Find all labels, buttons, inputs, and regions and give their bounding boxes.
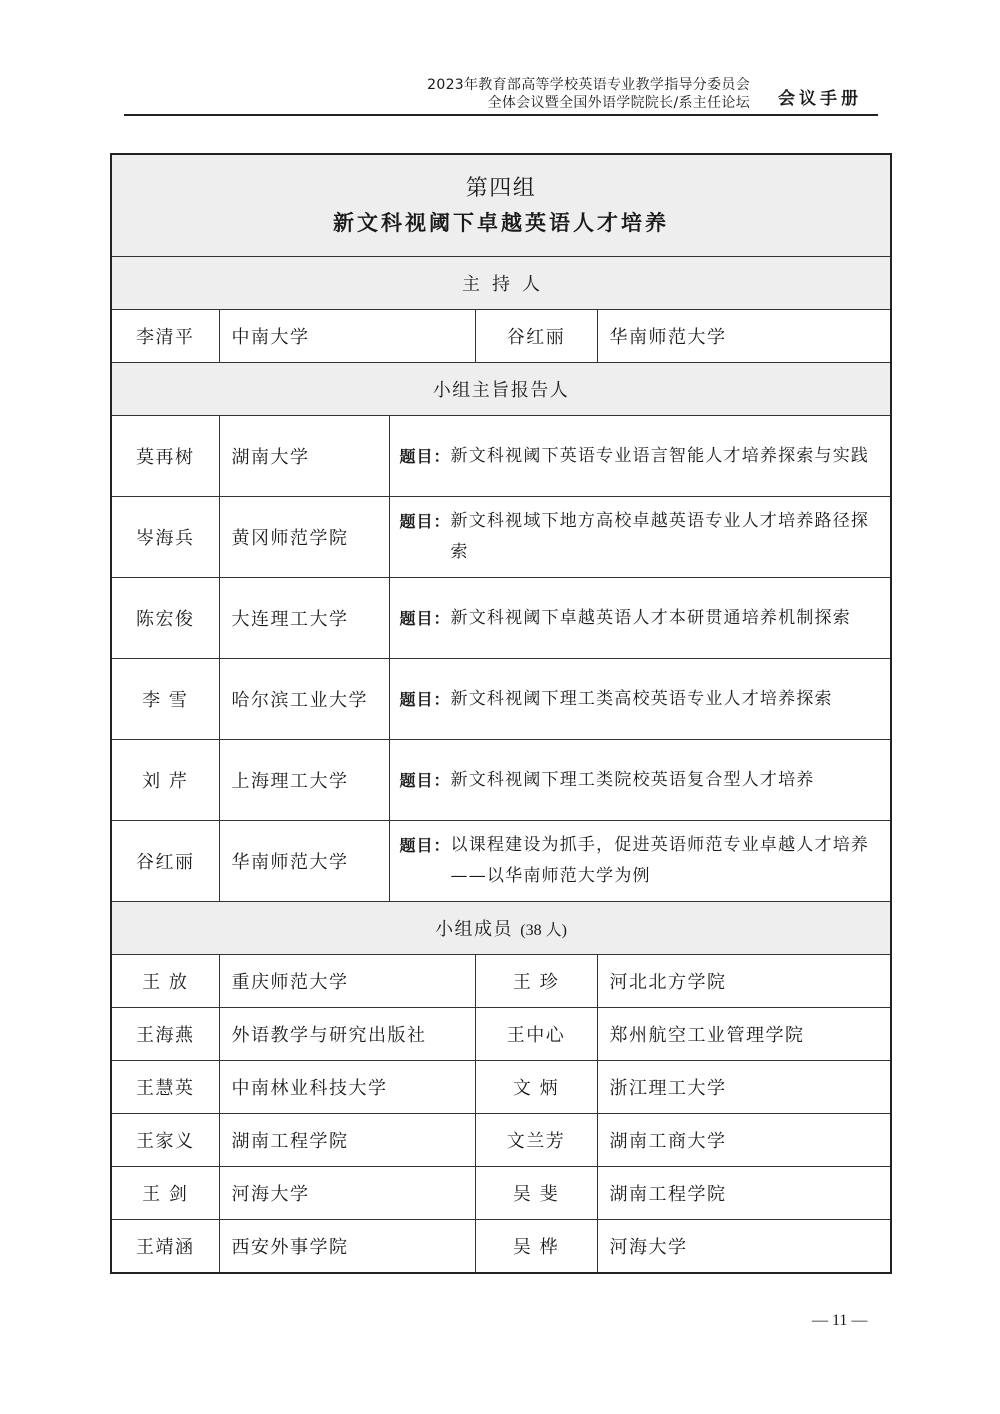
group-title-cell bbox=[111, 154, 891, 257]
member-name: 王 珍 bbox=[475, 955, 597, 1008]
reporter-name: 莫再树 bbox=[111, 416, 219, 497]
reporter-row bbox=[111, 497, 891, 578]
member-name: 王海燕 bbox=[111, 1008, 219, 1061]
reporter-topic bbox=[389, 740, 891, 821]
topic-text: 以课程建设为抓手，促进英语师范专业卓越人才培养——以华南师范大学为例 bbox=[450, 835, 870, 886]
member-name: 王慧英 bbox=[111, 1061, 219, 1114]
header-line-1: 2023年教育部高等学校英语专业教学指导分委员会 bbox=[427, 77, 750, 93]
member-org: 西安外事学院 bbox=[219, 1220, 475, 1274]
member-org: 湖南工程学院 bbox=[597, 1167, 891, 1220]
reporter-topic bbox=[389, 578, 891, 659]
member-org: 浙江理工大学 bbox=[597, 1061, 891, 1114]
header-title: 会议手册 bbox=[778, 89, 862, 109]
reporter-org: 大连理工大学 bbox=[219, 578, 389, 659]
member-org: 中南林业科技大学 bbox=[219, 1061, 475, 1114]
member-row bbox=[111, 1061, 891, 1114]
header-line-2: 全体会议暨全国外语学院院长/系主任论坛 bbox=[487, 95, 750, 111]
header-subtitle bbox=[350, 76, 750, 112]
reporter-org: 华南师范大学 bbox=[219, 821, 389, 902]
reporter-org: 黄冈师范学院 bbox=[219, 497, 389, 578]
member-name: 王中心 bbox=[475, 1008, 597, 1061]
topic-text: 新文科视阈下理工类高校英语专业人才培养探索 bbox=[450, 688, 833, 709]
reporter-topic bbox=[389, 821, 891, 902]
members-heading-label: 小组成员 bbox=[435, 919, 514, 940]
reporters-heading: 小组主旨报告人 bbox=[111, 363, 891, 416]
group-table bbox=[110, 153, 892, 1274]
reporter-row bbox=[111, 578, 891, 659]
members-count: (38 人) bbox=[520, 922, 567, 939]
reporter-row bbox=[111, 740, 891, 821]
reporter-row bbox=[111, 416, 891, 497]
group-theme: 新文科视阈下卓越英语人才培养 bbox=[333, 210, 670, 236]
hosts-heading: 主持人 bbox=[111, 257, 891, 310]
host-org: 中南大学 bbox=[219, 310, 475, 363]
page-header bbox=[124, 72, 878, 116]
topic-text: 新文科视阈下英语专业语言智能人才培养探索与实践 bbox=[450, 445, 870, 466]
host-org: 华南师范大学 bbox=[597, 310, 891, 363]
member-row bbox=[111, 1114, 891, 1167]
reporter-org: 哈尔滨工业大学 bbox=[219, 659, 389, 740]
topic-label: 题目： bbox=[399, 512, 451, 531]
reporter-topic bbox=[389, 659, 891, 740]
reporter-name: 刘 芹 bbox=[111, 740, 219, 821]
reporter-topic bbox=[389, 416, 891, 497]
member-org: 河北北方学院 bbox=[597, 955, 891, 1008]
header-rule bbox=[124, 114, 878, 116]
reporter-name: 谷红丽 bbox=[111, 821, 219, 902]
topic-label: 题目： bbox=[399, 770, 451, 790]
members-heading bbox=[111, 902, 891, 955]
member-org: 湖南工程学院 bbox=[219, 1114, 475, 1167]
member-row bbox=[111, 1008, 891, 1061]
member-name: 文 炳 bbox=[475, 1061, 597, 1114]
member-org: 湖南工商大学 bbox=[597, 1114, 891, 1167]
group-name: 第四组 bbox=[465, 176, 537, 202]
host-name: 谷红丽 bbox=[475, 310, 597, 363]
topic-label: 题目： bbox=[399, 446, 451, 466]
topic-label: 题目： bbox=[399, 836, 451, 855]
reporter-name: 岑海兵 bbox=[111, 497, 219, 578]
topic-label: 题目： bbox=[399, 608, 451, 628]
member-name: 吴 斐 bbox=[475, 1167, 597, 1220]
member-org: 郑州航空工业管理学院 bbox=[597, 1008, 891, 1061]
reporter-name: 陈宏俊 bbox=[111, 578, 219, 659]
reporter-org: 湖南大学 bbox=[219, 416, 389, 497]
member-org: 河海大学 bbox=[219, 1167, 475, 1220]
reporter-name: 李 雪 bbox=[111, 659, 219, 740]
reporter-topic bbox=[389, 497, 891, 578]
topic-text: 新文科视阈下卓越英语人才本研贯通培养机制探索 bbox=[450, 607, 851, 628]
member-org: 重庆师范大学 bbox=[219, 955, 475, 1008]
member-row bbox=[111, 1220, 891, 1274]
member-name: 王 剑 bbox=[111, 1167, 219, 1220]
reporter-row bbox=[111, 659, 891, 740]
reporter-org: 上海理工大学 bbox=[219, 740, 389, 821]
member-row bbox=[111, 955, 891, 1008]
topic-text: 新文科视域下地方高校卓越英语专业人才培养路径探索 bbox=[450, 511, 870, 562]
member-org: 河海大学 bbox=[597, 1220, 891, 1274]
member-row bbox=[111, 1167, 891, 1220]
reporter-row bbox=[111, 821, 891, 902]
member-name: 吴 桦 bbox=[475, 1220, 597, 1274]
hosts-row bbox=[111, 310, 891, 363]
host-name: 李清平 bbox=[111, 310, 219, 363]
member-name: 王家义 bbox=[111, 1114, 219, 1167]
member-name: 文兰芳 bbox=[475, 1114, 597, 1167]
page-number: — 11 — bbox=[812, 1312, 868, 1329]
member-name: 王 放 bbox=[111, 955, 219, 1008]
topic-label: 题目： bbox=[399, 689, 451, 709]
topic-text: 新文科视阈下理工类院校英语复合型人才培养 bbox=[450, 769, 815, 790]
member-org: 外语教学与研究出版社 bbox=[219, 1008, 475, 1061]
member-name: 王靖涵 bbox=[111, 1220, 219, 1274]
